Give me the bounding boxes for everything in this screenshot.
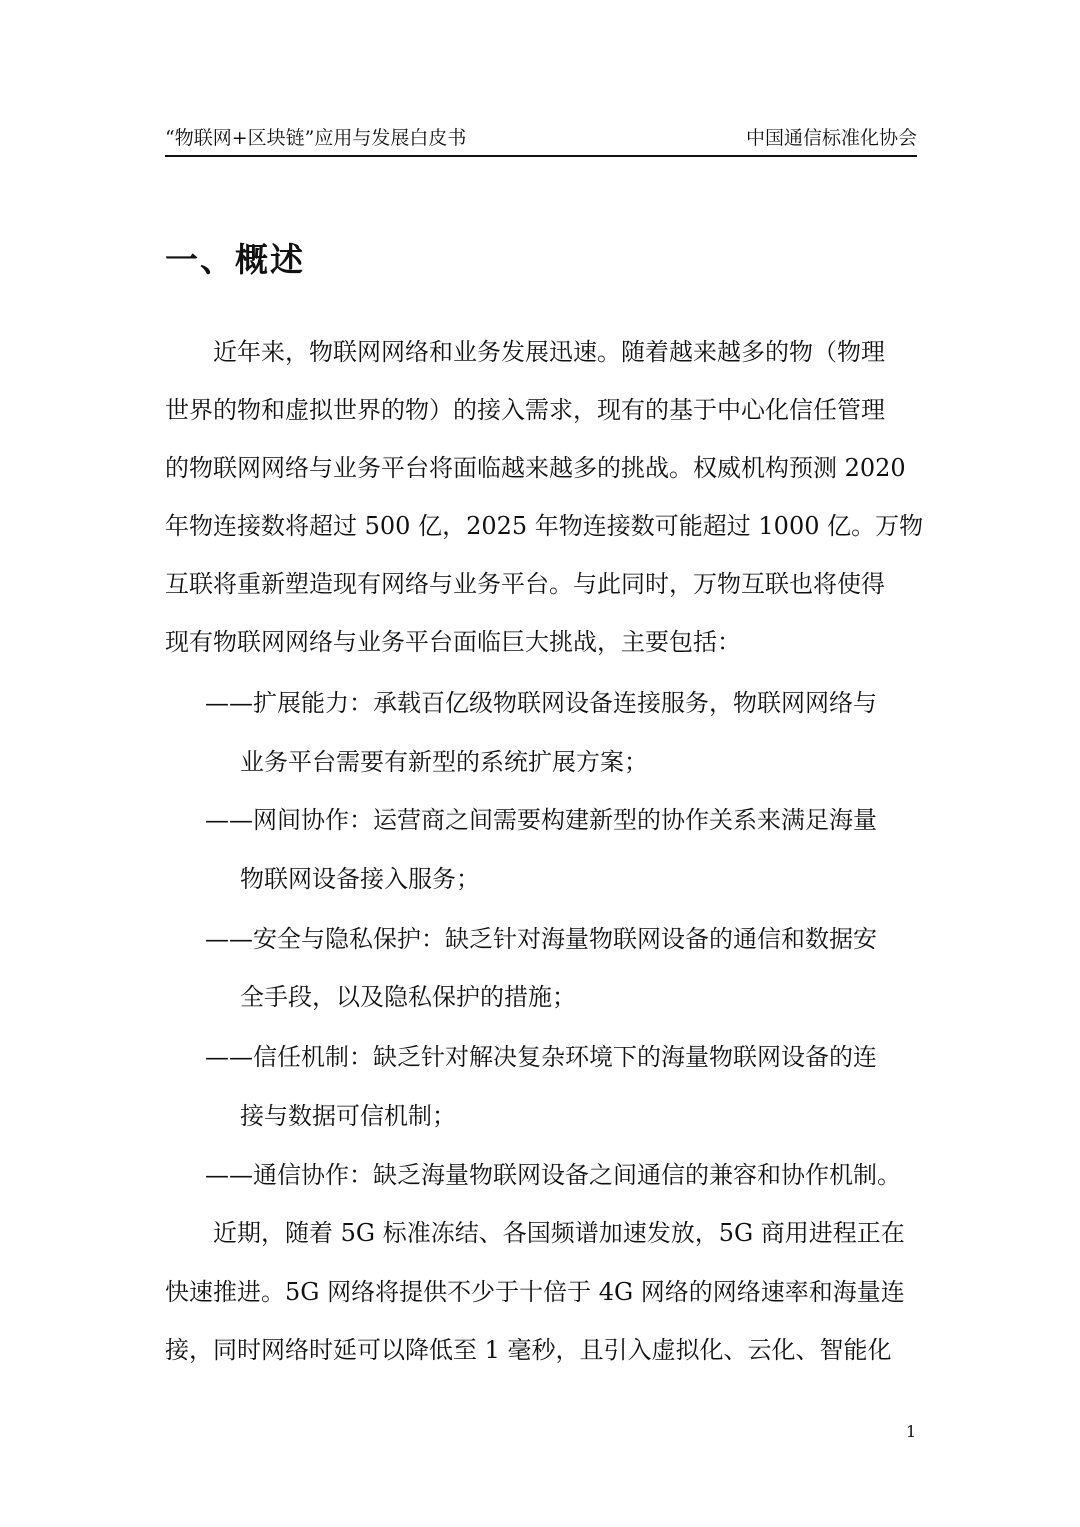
list-item-line: ——网间协作：运营商之间需要构建新型的协作关系来满足海量 [205, 806, 877, 834]
list-item-line: ——安全与隐私保护：缺乏针对海量物联网设备的通信和数据安 [205, 925, 877, 953]
page-header [165, 125, 917, 157]
header-document-title: “物联网+区块链”应用与发展白皮书 [165, 127, 467, 149]
paragraph-line: 快速推进。5G 网络将提供不少于十倍于 4G 网络的网络速率和海量连 [165, 1278, 905, 1306]
list-item-continuation: 物联网设备接入服务； [240, 865, 480, 893]
list-item-line: ——扩展能力：承载百亿级物联网设备连接服务，物联网网络与 [205, 689, 877, 717]
paragraph-line: 近年来，物联网网络和业务发展迅速。随着越来越多的物（物理 [213, 338, 885, 366]
header-organization: 中国通信标准化协会 [745, 127, 917, 149]
paragraph-line: 互联将重新塑造现有网络与业务平台。与此同时，万物互联也将使得 [165, 570, 885, 598]
section-heading: 一、概述 [165, 240, 305, 279]
page-number: 1 [906, 1422, 917, 1441]
paragraph-line: 的物联网网络与业务平台将面临越来越多的挑战。权威机构预测 2020 [165, 454, 906, 482]
list-item-line: ——通信协作：缺乏海量物联网设备之间通信的兼容和协作机制。 [205, 1161, 901, 1189]
paragraph-line: 世界的物和虚拟世界的物）的接入需求，现有的基于中心化信任管理 [165, 396, 885, 424]
paragraph-line: 接，同时网络时延可以降低至 1 毫秒，且引入虚拟化、云化、智能化 [165, 1336, 892, 1364]
paragraph-line: 近期，随着 5G 标准冻结、各国频谱加速发放，5G 商用进程正在 [213, 1219, 905, 1247]
list-item-continuation: 业务平台需要有新型的系统扩展方案； [240, 748, 648, 776]
list-item-continuation: 接与数据可信机制； [240, 1102, 456, 1130]
list-item-continuation: 全手段，以及隐私保护的措施； [240, 983, 576, 1011]
paragraph-line: 现有物联网网络与业务平台面临巨大挑战，主要包括： [165, 628, 741, 656]
list-item-line: ——信任机制：缺乏针对解决复杂环境下的海量物联网设备的连 [205, 1043, 877, 1071]
paragraph-line: 年物连接数将超过 500 亿，2025 年物连接数可能超过 1000 亿。万物 [165, 512, 924, 540]
